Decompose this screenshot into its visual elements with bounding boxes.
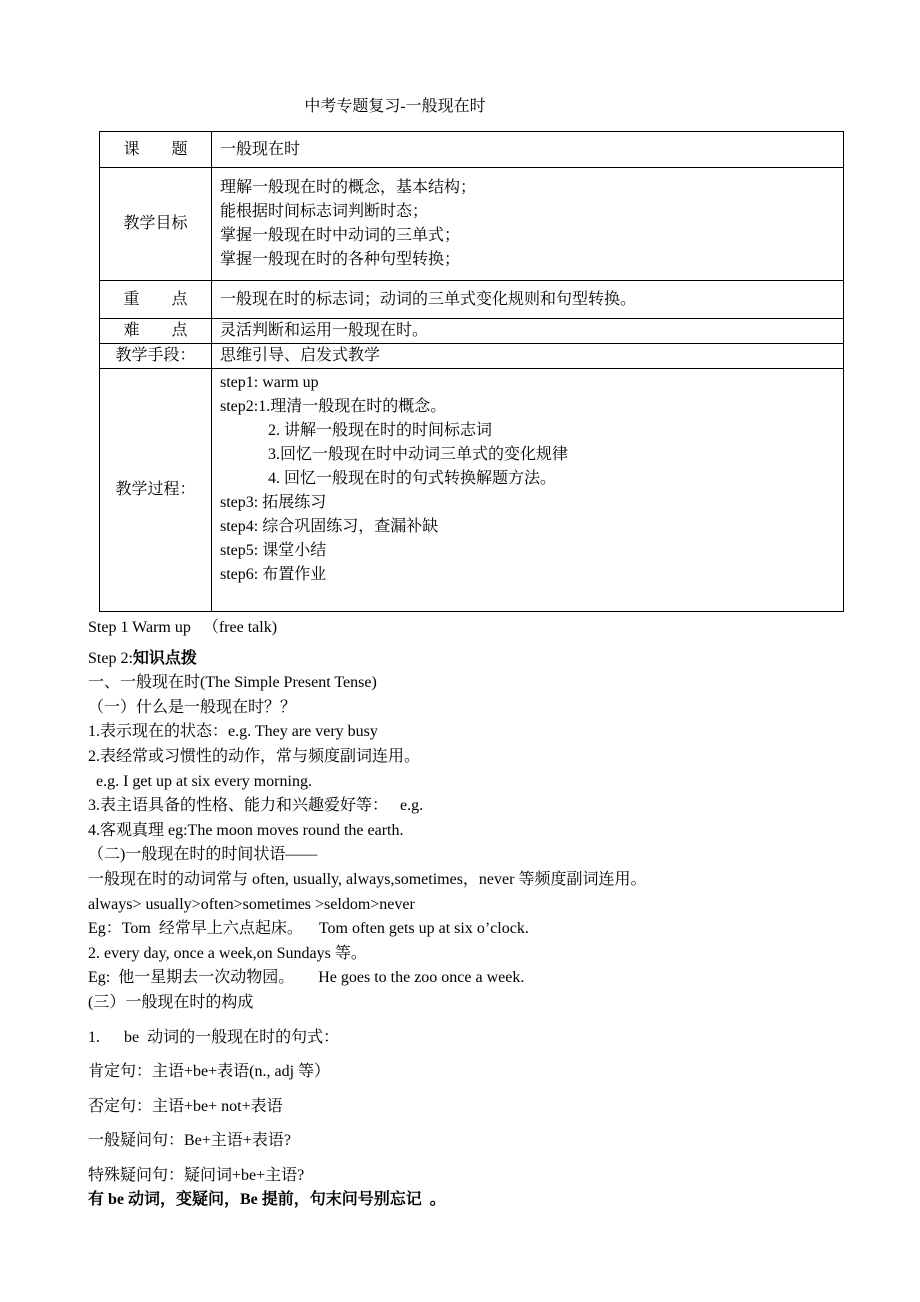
body-line: 一、一般现在时(The Simple Present Tense) (88, 674, 377, 692)
goal-item: 掌握一般现在时的各种句型转换； (220, 251, 461, 268)
key-points-label: 重 点 (100, 281, 212, 319)
process-step: step6: 布置作业 (220, 566, 327, 583)
process-step: step5: 课堂小结 (220, 542, 327, 559)
process-label: 教学过程： (100, 369, 212, 612)
body-line: Eg：Tom 经常早上六点起床。 Tom often gets up at six o’clock. (88, 920, 529, 938)
body-line: 4.客观真理 eg:The moon moves round the earth. (88, 821, 404, 839)
process-substep: 4. 回忆一般现在时的句式转换解题方法。 (268, 470, 557, 487)
be-verb-heading: 1. be 动词的一般现在时的句式： (88, 1028, 340, 1046)
negative-form: 否定句：主语+be+ not+表语 (88, 1097, 283, 1115)
body-line: Eg: 他一星期去一次动物园。 He goes to the zoo once a week. (88, 969, 525, 987)
table-row-topic (100, 132, 844, 168)
lesson-plan-table (99, 131, 844, 612)
body-line: 3.表主语具备的性格、能力和兴趣爱好等： e.g. (88, 797, 424, 815)
process-step: step2:1.理清一般现在时的概念。 (220, 398, 447, 415)
special-question-form: 特殊疑问句：疑问词+be+主语? (88, 1166, 305, 1184)
topic-label: 课 题 (100, 132, 212, 168)
body-line: 一般现在时的动词常与 often, usually, always,sometimes，never 等频度副词连用。 (88, 870, 647, 888)
body-line: 2.表经常或习惯性的动作，常与频度副词连用。 (88, 747, 421, 765)
means-label: 教学手段： (100, 344, 212, 369)
goal-item: 能根据时间标志词判断时态； (220, 203, 429, 220)
table-row-difficulty (100, 319, 844, 344)
process-step: step1: warm up (220, 374, 319, 391)
table-row-goals (100, 168, 844, 281)
step2-prefix: Step 2: (88, 649, 133, 667)
step1-heading: Step 1 Warm up （free talk) (88, 619, 278, 636)
process-substep: 3.回忆一般现在时中动词三单式的变化规律 (268, 446, 569, 463)
goal-item: 掌握一般现在时中动词的三单式； (220, 227, 461, 244)
body-line: （二)一般现在时的时间状语—— (88, 846, 318, 864)
process-substep: 2. 讲解一般现在时的时间标志词 (268, 422, 493, 439)
process-step: step3: 拓展练习 (220, 494, 327, 511)
table-row-process (100, 369, 844, 612)
table-row-means (100, 344, 844, 369)
body-line: 2. every day, once a week,on Sundays 等。 (88, 944, 367, 962)
body-line: always> usually>often>sometimes >seldom>never (88, 895, 415, 913)
process-list (212, 369, 844, 612)
affirmative-form: 肯定句：主语+be+表语(n., adj 等） (88, 1063, 331, 1081)
difficulty-value: 灵活判断和运用一般现在时。 (212, 319, 844, 344)
topic-value: 一般现在时 (212, 132, 844, 168)
goals-label: 教学目标 (100, 168, 212, 281)
goal-item: 理解一般现在时的概念，基本结构； (220, 179, 477, 196)
goals-list (212, 168, 844, 281)
step2-heading (88, 647, 888, 672)
process-step: step4: 综合巩固练习，查漏补缺 (220, 518, 439, 535)
body-line: 1.表示现在的状态：e.g. They are very busy (88, 723, 378, 741)
difficulty-label: 难 点 (100, 319, 212, 344)
table-row-key-points (100, 281, 844, 319)
document-title: 中考专题复习-一般现在时 (304, 98, 486, 115)
key-points-value: 一般现在时的标志词；动词的三单式变化规则和句型转换。 (212, 281, 844, 319)
document-body (88, 616, 888, 1213)
means-value: 思维引导、启发式教学 (212, 344, 844, 369)
body-line: e.g. I get up at six every morning. (88, 772, 312, 790)
body-line: （一）什么是一般现在时？？ (88, 698, 297, 716)
body-line: (三）一般现在时的构成 (88, 993, 254, 1011)
rule-summary: 有 be 动词，变疑问，Be 提前，句末问号别忘记 。 (88, 1191, 446, 1209)
step2-bold-title: 知识点拨 (132, 649, 197, 667)
general-question-form: 一般疑问句：Be+主语+表语? (88, 1132, 291, 1150)
